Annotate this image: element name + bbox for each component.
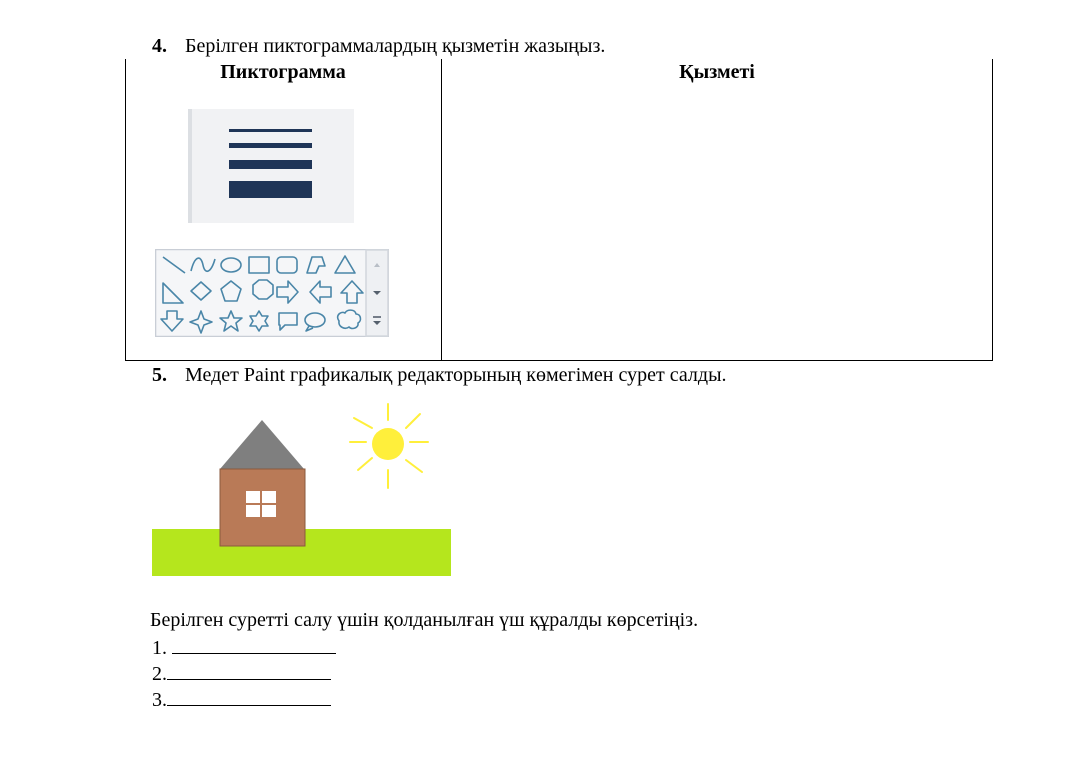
question-number: 4. bbox=[152, 35, 167, 57]
answer-number: 2. bbox=[152, 663, 167, 685]
question-number: 5. bbox=[152, 364, 167, 386]
table-border-bottom bbox=[125, 360, 993, 361]
answer-number: 1. bbox=[152, 637, 172, 659]
header-pictogram: Пиктограмма bbox=[220, 61, 346, 83]
pictogram-table bbox=[125, 59, 993, 361]
line-width-icon bbox=[188, 109, 354, 223]
shapes-palette-icon bbox=[155, 249, 389, 337]
task-prompt: Берілген суретті салу үшін қолданылған үш құралды көрсетіңіз. bbox=[150, 609, 699, 631]
table-border-left bbox=[125, 59, 126, 361]
answer-blank[interactable] bbox=[167, 661, 331, 680]
question-5-title bbox=[152, 363, 727, 387]
table-divider bbox=[441, 59, 442, 361]
table-border-right bbox=[992, 59, 993, 361]
answer-number: 3. bbox=[152, 689, 167, 711]
paint-picture bbox=[152, 400, 452, 578]
header-function: Қызметі bbox=[679, 61, 755, 83]
sun-icon bbox=[350, 404, 428, 488]
question-4-title bbox=[152, 34, 605, 58]
answer-line-1[interactable] bbox=[152, 635, 336, 660]
answer-blank[interactable] bbox=[172, 635, 336, 654]
question-text: Берілген пиктограммалардың қызметін жазыңыз. bbox=[185, 35, 606, 57]
answer-line-3[interactable] bbox=[152, 687, 331, 712]
question-text: Медет Paint графикалық редакторының көмегімен сурет салды. bbox=[185, 364, 727, 386]
answer-blank[interactable] bbox=[167, 687, 331, 706]
house-icon bbox=[220, 420, 305, 546]
answer-line-2[interactable] bbox=[152, 661, 331, 686]
